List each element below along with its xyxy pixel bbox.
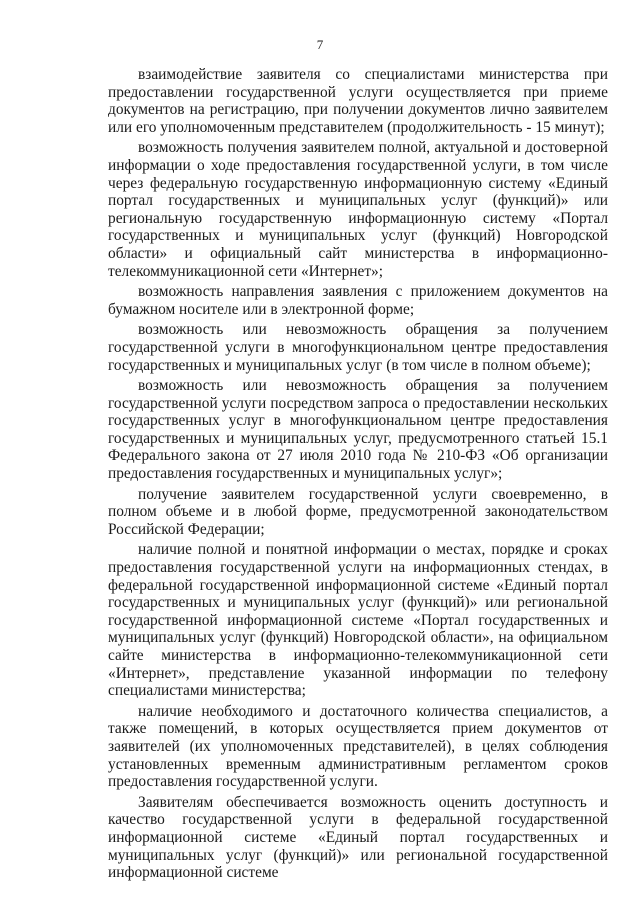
document-body [108,66,608,885]
paragraph-multiple-services: возможность или невозможность обращения за получением государственной услуги посредством запроса о предоставлении нескольких государственных услуг в многофункциональном центре предоставления государственных и муниципальных услуг, предусмотренного статьей 15.1 Федерального закона от 27 июля 2010 года № 210-ФЗ «Об организации предоставления государственных и муниципальных услуг»; [108,377,608,483]
paragraph-submission-form: возможность направления заявления с приложением документов на бумажном носителе или в электронной форме; [108,283,608,318]
page-number: 7 [316,37,324,52]
paragraph-timely-receipt: получение заявителем государственной услуги своевременно, в полном объеме и в любой форме, предусмотренной законодательством Российской Федерации; [108,485,608,538]
paragraph-information-access: возможность получения заявителем полной, актуальной и достоверной информации о ходе предоставления государственной услуги, в том числе через федеральную государственную информационную систему «Единый портал государственных и муниципальных услуг (функций)» или региональную государственную информационную систему «Портал государственных и муниципальных услуг (функций) Новгородской области» и официальный сайт министерства в информационно-телекоммуникационной сети «Интернет»; [108,139,608,280]
paragraph-staff-premises: наличие необходимого и достаточного количества специалистов, а также помещений, в которых осуществляется прием документов от заявителей (их уполномоченных представителей), в целях соблюдения установленных временным административным регламентом сроков предоставления государственной услуги. [108,702,608,791]
paragraph-information-stands: наличие полной и понятной информации о местах, порядке и сроках предоставления государственной услуги на информационных стендах, в федеральной государственной информационной системе «Единый портал государственных и муниципальных услуг (функций)» или региональной государственной информационной системе «Портал государственных и муниципальных услуг (функций) Новгородской области», на официальном сайте министерства в информационно-телекоммуникационной сети «Интернет», представление указанной информации по телефону специалистами министерства; [108,541,608,700]
paragraph-interaction: взаимодействие заявителя со специалистами министерства при предоставлении государственной услуги осуществляется при приеме документов на регистрацию, при получении документов лично заявителем или его уполномоченным представителем (продолжительность - 15 минут); [108,66,608,136]
paragraph-mfc-access: возможность или невозможность обращения за получением государственной услуги в многофункциональном центре предоставления государственных и муниципальных услуг (в том числе в полном объеме); [108,321,608,374]
paragraph-quality-assessment: Заявителям обеспечивается возможность оценить доступность и качество государственной услуги в федеральной государственной информационной системе «Единый портал государственных и муниципальных услуг (функций)» или региональной государственной информационной системе [108,793,608,882]
